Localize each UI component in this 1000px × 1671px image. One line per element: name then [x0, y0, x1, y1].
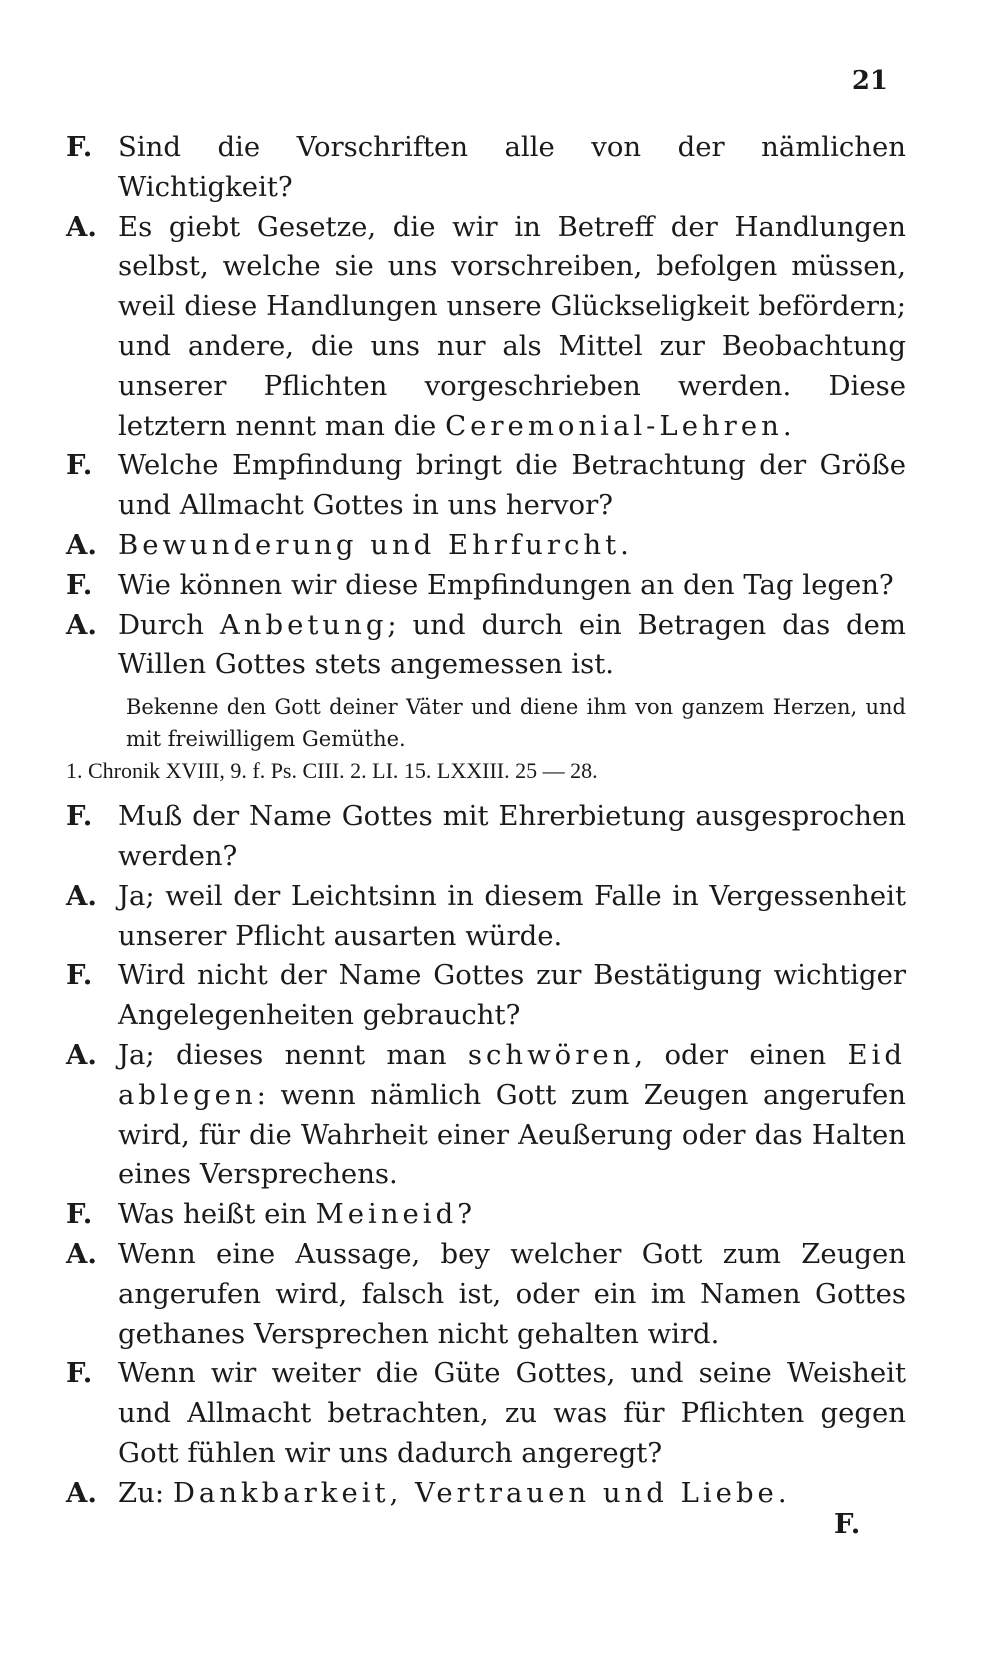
answer: [66, 1235, 906, 1354]
scripture-text: Bekenne den Gott deiner Väter und diene ihm von ganzem Herzen, und mit freiwilligem Gemüthe.: [126, 695, 906, 752]
question-text: Wie können wir diese Empfindungen an den Tag legen?: [118, 568, 894, 601]
answer-text: Durch Anbetung; und durch ein Betragen das dem Willen Gottes stets angemessen ist.: [118, 608, 906, 681]
question: [66, 797, 906, 877]
answer: [66, 1036, 906, 1195]
emphasized-term: Ceremonial-Lehren: [445, 409, 783, 442]
question-marker: F.: [66, 800, 93, 833]
question: [66, 1354, 906, 1473]
answer-text: Es giebt Gesetze, die wir in Betreff der Handlungen selbst, welche sie uns vorschreiben, befolgen müssen, weil diese Handlungen unsere Glückseligkeit befördern; und andere, die uns nur als Mittel zur Beobachtung unserer Pflichten vorgeschrieben werden. Diese letztern nennt man die Ceremonial-Lehren.: [118, 210, 906, 442]
question-text: Welche Empfindung bringt die Betrachtung der Größe und Allmacht Gottes in uns hervor?: [118, 449, 906, 522]
question-text: Sind die Vorschriften alle von der nämlichen Wichtigkeit?: [118, 131, 906, 203]
answer: [66, 606, 906, 686]
question: [66, 956, 906, 1036]
question-text: Wenn wir weiter die Güte Gottes, und seine Weisheit und Allmacht betrachten, zu was für Pflichten gegen Gott fühlen wir uns dadurch angeregt?: [118, 1357, 906, 1469]
emphasized-term: Anbetung: [219, 608, 388, 641]
question-text: Wird nicht der Name Gottes zur Bestätigung wichtiger Angelegenheiten gebraucht?: [118, 959, 906, 1032]
answer-sentence-2: Diese letztern nennt man die: [118, 369, 906, 442]
answer: [66, 526, 906, 566]
answer-text: Zu: Dankbarkeit, Vertrauen und Liebe.: [118, 1476, 787, 1509]
scripture-quote: [66, 691, 906, 787]
page-number: 21: [851, 66, 888, 96]
emphasized-term: Bewunderung und Ehrfurcht.: [118, 528, 633, 561]
answer-text: Wenn eine Aussage, bey welcher Gott zum Zeugen angerufen wird, falsch ist, oder ein im Namen Gottes gethanes Versprechen nicht gehalten wird.: [118, 1237, 906, 1350]
answer: [66, 1474, 906, 1514]
answer-marker: A.: [66, 210, 97, 243]
question-marker: F.: [66, 1357, 93, 1390]
emphasized-term: Eid ablegen: [118, 1038, 907, 1111]
answer-marker: A.: [66, 1237, 97, 1270]
emphasized-term: Meineid: [315, 1198, 458, 1231]
emphasized-term: schwören: [467, 1038, 635, 1071]
scripture-reference: 1. Chronik XVIII, 9. f. Ps. CIII. 2. LI. 15. LXXIII. 25 — 28.: [66, 758, 598, 784]
question-marker: F.: [66, 449, 93, 482]
answer-marker: A.: [66, 528, 97, 561]
answer-marker: A.: [66, 879, 97, 912]
question: [66, 446, 906, 526]
question: [66, 128, 906, 208]
answer-marker: A.: [66, 608, 97, 641]
answer-text: Ja; dieses nennt man schwören, oder einen Eid ablegen: wenn nämlich Gott zum Zeugen angerufen wird, für die Wahrheit einer Aeußerung oder das Halten eines Versprechens.: [118, 1038, 907, 1191]
question-marker: F.: [66, 1198, 93, 1231]
question-text: Was heißt ein Meineid?: [118, 1198, 472, 1231]
question-marker: F.: [66, 959, 93, 992]
question-marker: F.: [66, 131, 93, 163]
question-marker: F.: [66, 568, 93, 601]
catchword: F.: [834, 1508, 861, 1540]
question-text: Muß der Name Gottes mit Ehrerbietung ausgesprochen werden?: [118, 800, 906, 872]
emphasized-term: Dankbarkeit, Vertrauen und Liebe: [172, 1476, 778, 1509]
answer-text: Ja; weil der Leichtsinn in diesem Falle in Vergessenheit unserer Pflicht ausarten würde.: [118, 879, 906, 952]
answer-marker: A.: [66, 1038, 97, 1071]
answer: [66, 877, 906, 957]
answer-marker: A.: [66, 1476, 97, 1509]
question: [66, 566, 906, 606]
answer-sentence: Es giebt Gesetze, die wir in Betreff der Handlungen selbst, welche sie uns vorschreiben, befolgen müssen, weil diese Handlungen unsere Glückseligkeit befördern; und andere, die uns nur als Mittel zur Beobachtung unserer Pflichten vorgeschrieben werden.: [118, 210, 906, 402]
answer: [66, 208, 906, 447]
question: [66, 1195, 906, 1235]
catechism-text: [66, 128, 906, 1514]
